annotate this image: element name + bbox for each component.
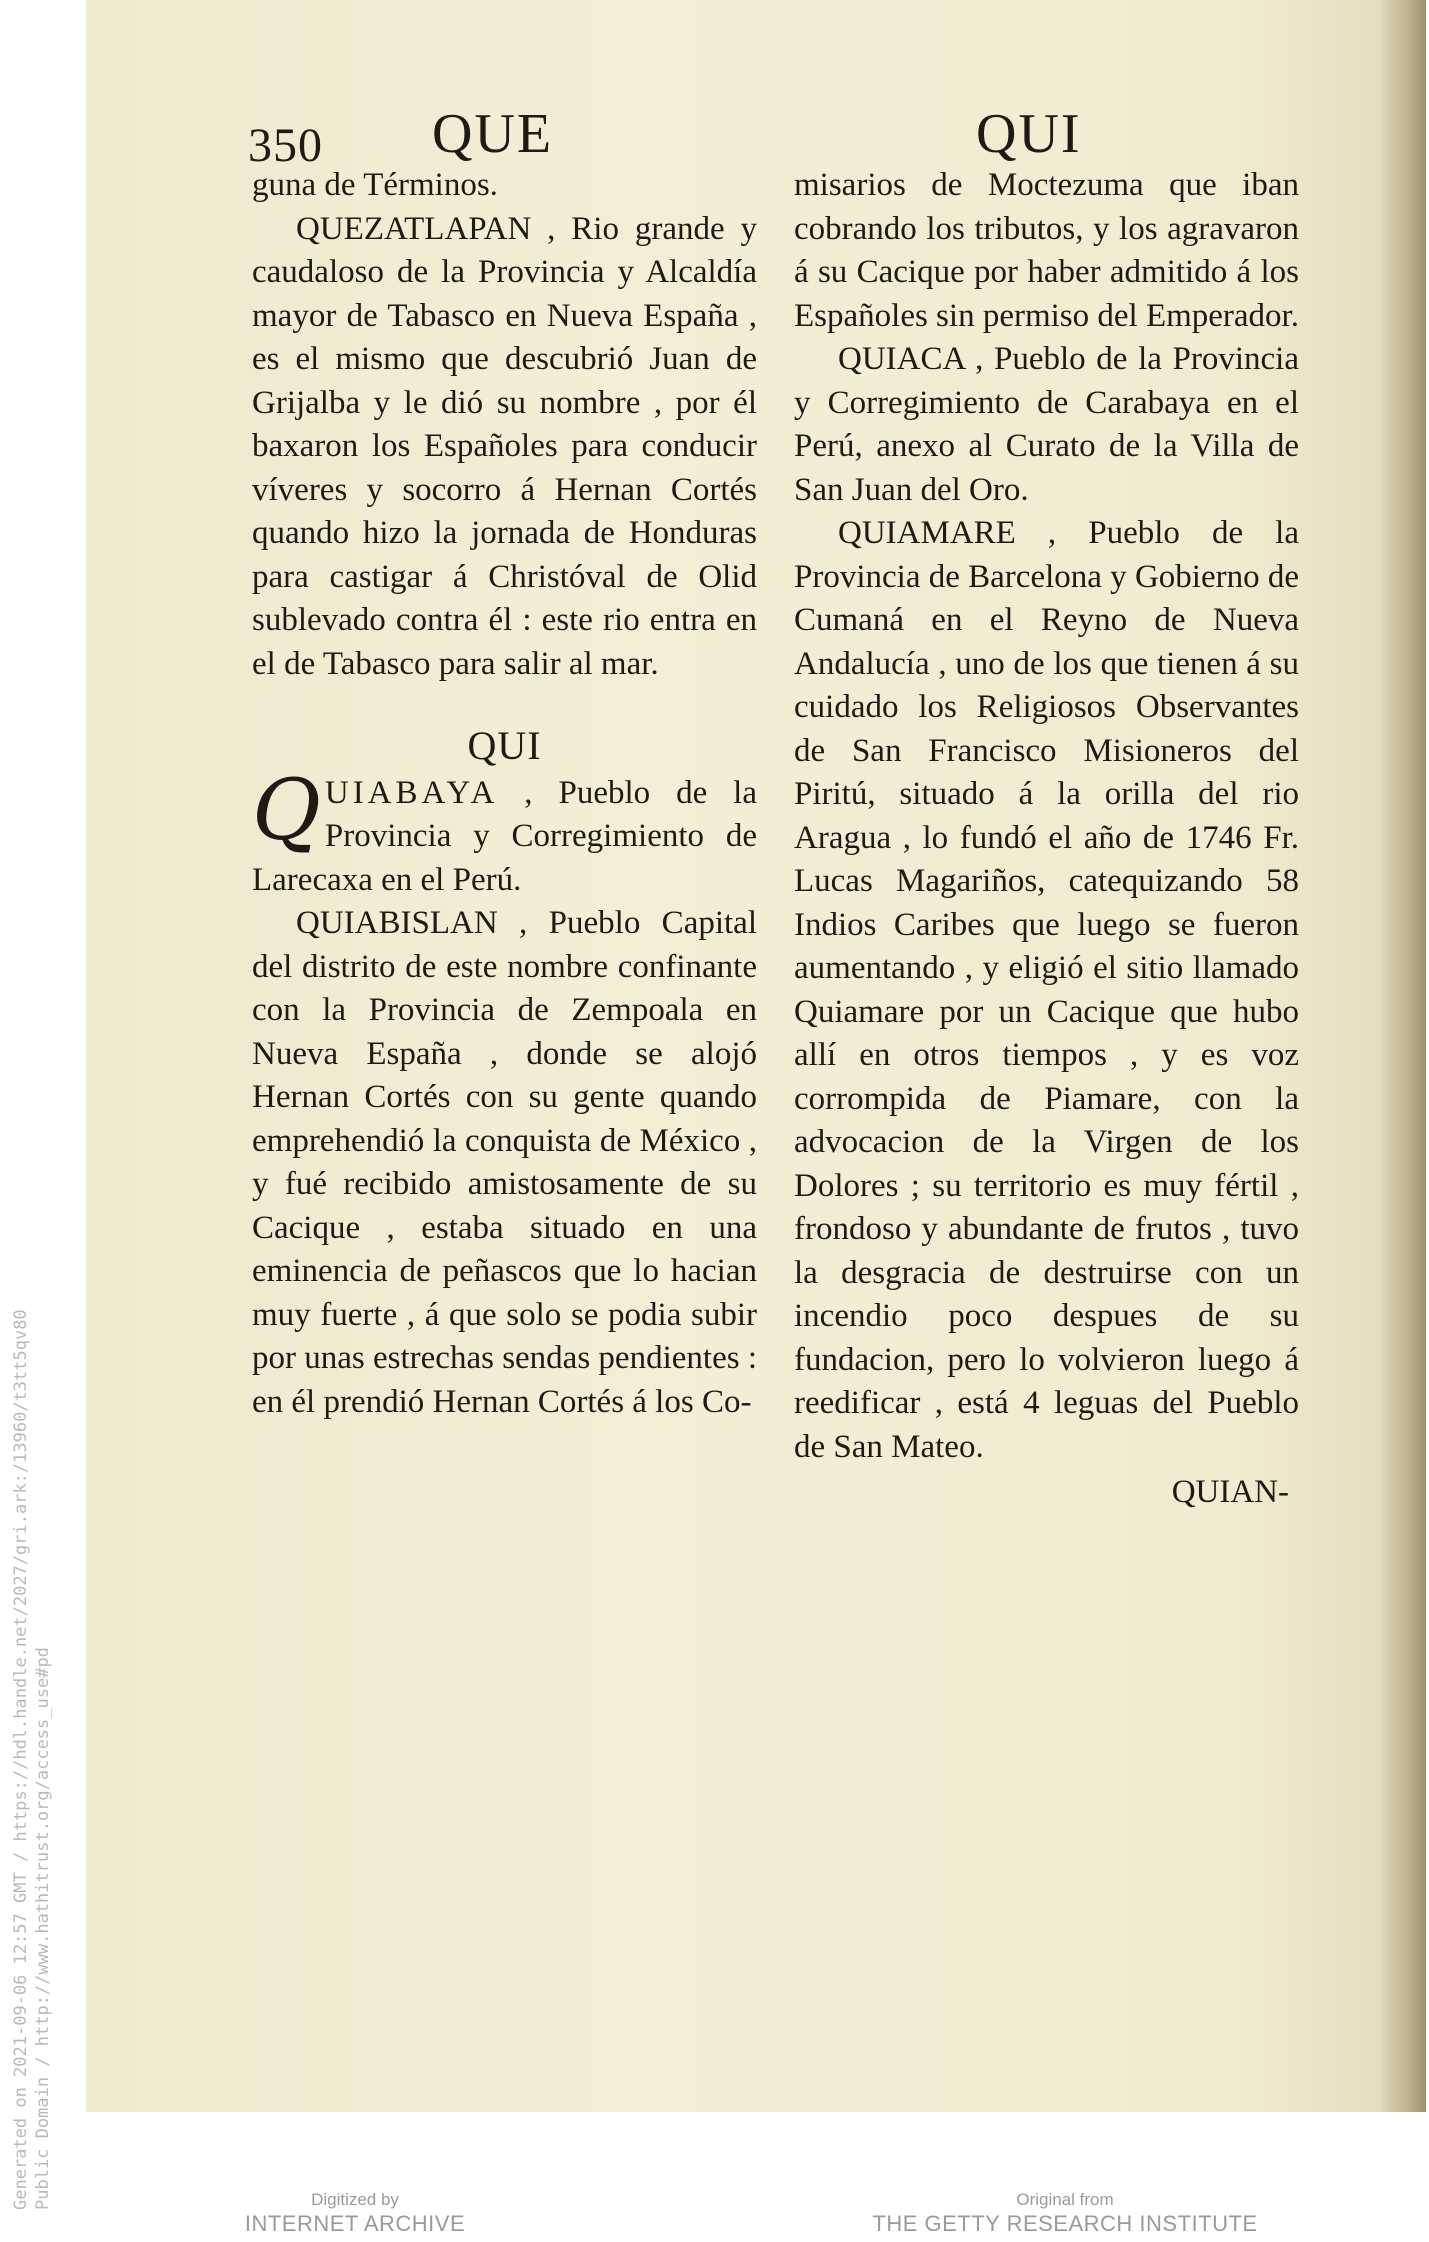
footer-right-caption: Original from: [1016, 2190, 1114, 2209]
scanned-page: [86, 0, 1426, 2112]
footer-right-org: THE GETTY RESEARCH INSTITUTE: [872, 2211, 1258, 2236]
continuation-paragraph: misarios de Moctezuma que iban cobrando los tributos, y los agravaron á su Cacique por haber admitido á los Españoles sin permiso del Emperador.: [794, 167, 1299, 334]
entry-headword: UIABAYA: [324, 774, 499, 811]
catchword: QUIAN-: [1171, 1474, 1289, 1510]
entry-quiabaya: [252, 760, 757, 903]
stamp-line-license: Public Domain / http://www.hathitrust.org/access_use#pd: [33, 1647, 53, 2210]
footer-original-from: [865, 2190, 1265, 2238]
margin-provenance-stamp: [10, 1309, 54, 2210]
entry-quiamare: QUIAMARE , Pueblo de la Provincia de Barcelona y Gobierno de Cumaná en el Reyno de Nueva Andalucía , uno de los que tienen á su cuidado los Religiosos Observantes de San Francisco Misioneros del Piritú, situado á la orilla del rio Aragua , lo fundó el año de 1746 Fr. Lucas Magariños, catequizando 58 Indios Caribes que luego se fueron aumentando , y eligió el sitio llamado Quiamare por un Cacique que hubo allí en otros tiempos , y es voz corrompida de Piamare, con la advocacion de la Virgen de los Dolores ; su territorio es muy fértil , frondoso y abundante de frutos , tuvo la desgracia de destruirse con un incendio poco despues de su fundacion, pero lo volvieron luego á reedificar , está 4 leguas del Pueblo de San Mateo.: [794, 515, 1299, 1465]
footer-left-org: INTERNET ARCHIVE: [244, 2211, 466, 2236]
header-left-keyword: QUE: [432, 103, 554, 165]
left-column: [252, 164, 757, 1424]
entry-quiaca: QUIACA , Pueblo de la Provincia y Corregimiento de Carabaya en el Perú, anexo al Curato de la Villa de San Juan del Oro.: [794, 341, 1299, 508]
entry-text: , Pueblo de la Provincia y Corregimiento de Larecaxa en el Perú.: [252, 774, 757, 898]
header-right-keyword: QUI: [976, 103, 1082, 165]
entry-quezatlapan: QUEZATLAPAN , Rio grande y caudaloso de la Provincia y Alcaldía mayor de Tabasco en Nueva España , es el mismo que descubrió Juan de Grijalba y le dió su nombre , por él baxaron los Españoles para conducir víveres y socorro á Hernan Cortés quando hizo la jornada de Honduras para castigar á Christóval de Olid sublevado contra él : este rio entra en el de Tabasco para salir al mar.: [252, 210, 757, 682]
entry-quiabislan: QUIABISLAN , Pueblo Capital del distrito de este nombre confinante con la Provincia de Zempoala en Nueva España , donde se alojó Hernan Cortés con su gente quando emprehendió la conquista de México , y fué recibido amistosamente de su Cacique , estaba situado en una eminencia de peñascos que lo hacian muy fuerte , á que solo se podia subir por unas estrechas sendas pendientes : en él prendió Hernan Cortés á los Co-: [252, 905, 757, 1420]
page-number: 350: [248, 119, 323, 172]
page-spine-shadow: [1380, 0, 1426, 2112]
footer-digitized-by: [225, 2190, 485, 2238]
stamp-line-generated: Generated on 2021-09-06 12:57 GMT / https://hdl.handle.net/2027/gri.ark:/13960/t3tt5qv80: [11, 1309, 31, 2210]
right-column: [794, 164, 1299, 1515]
drop-cap: Q: [252, 760, 321, 859]
footer-left-caption: Digitized by: [311, 2190, 399, 2209]
continuation-paragraph: guna de Términos.: [252, 167, 498, 203]
section-title: QUI: [467, 723, 542, 768]
